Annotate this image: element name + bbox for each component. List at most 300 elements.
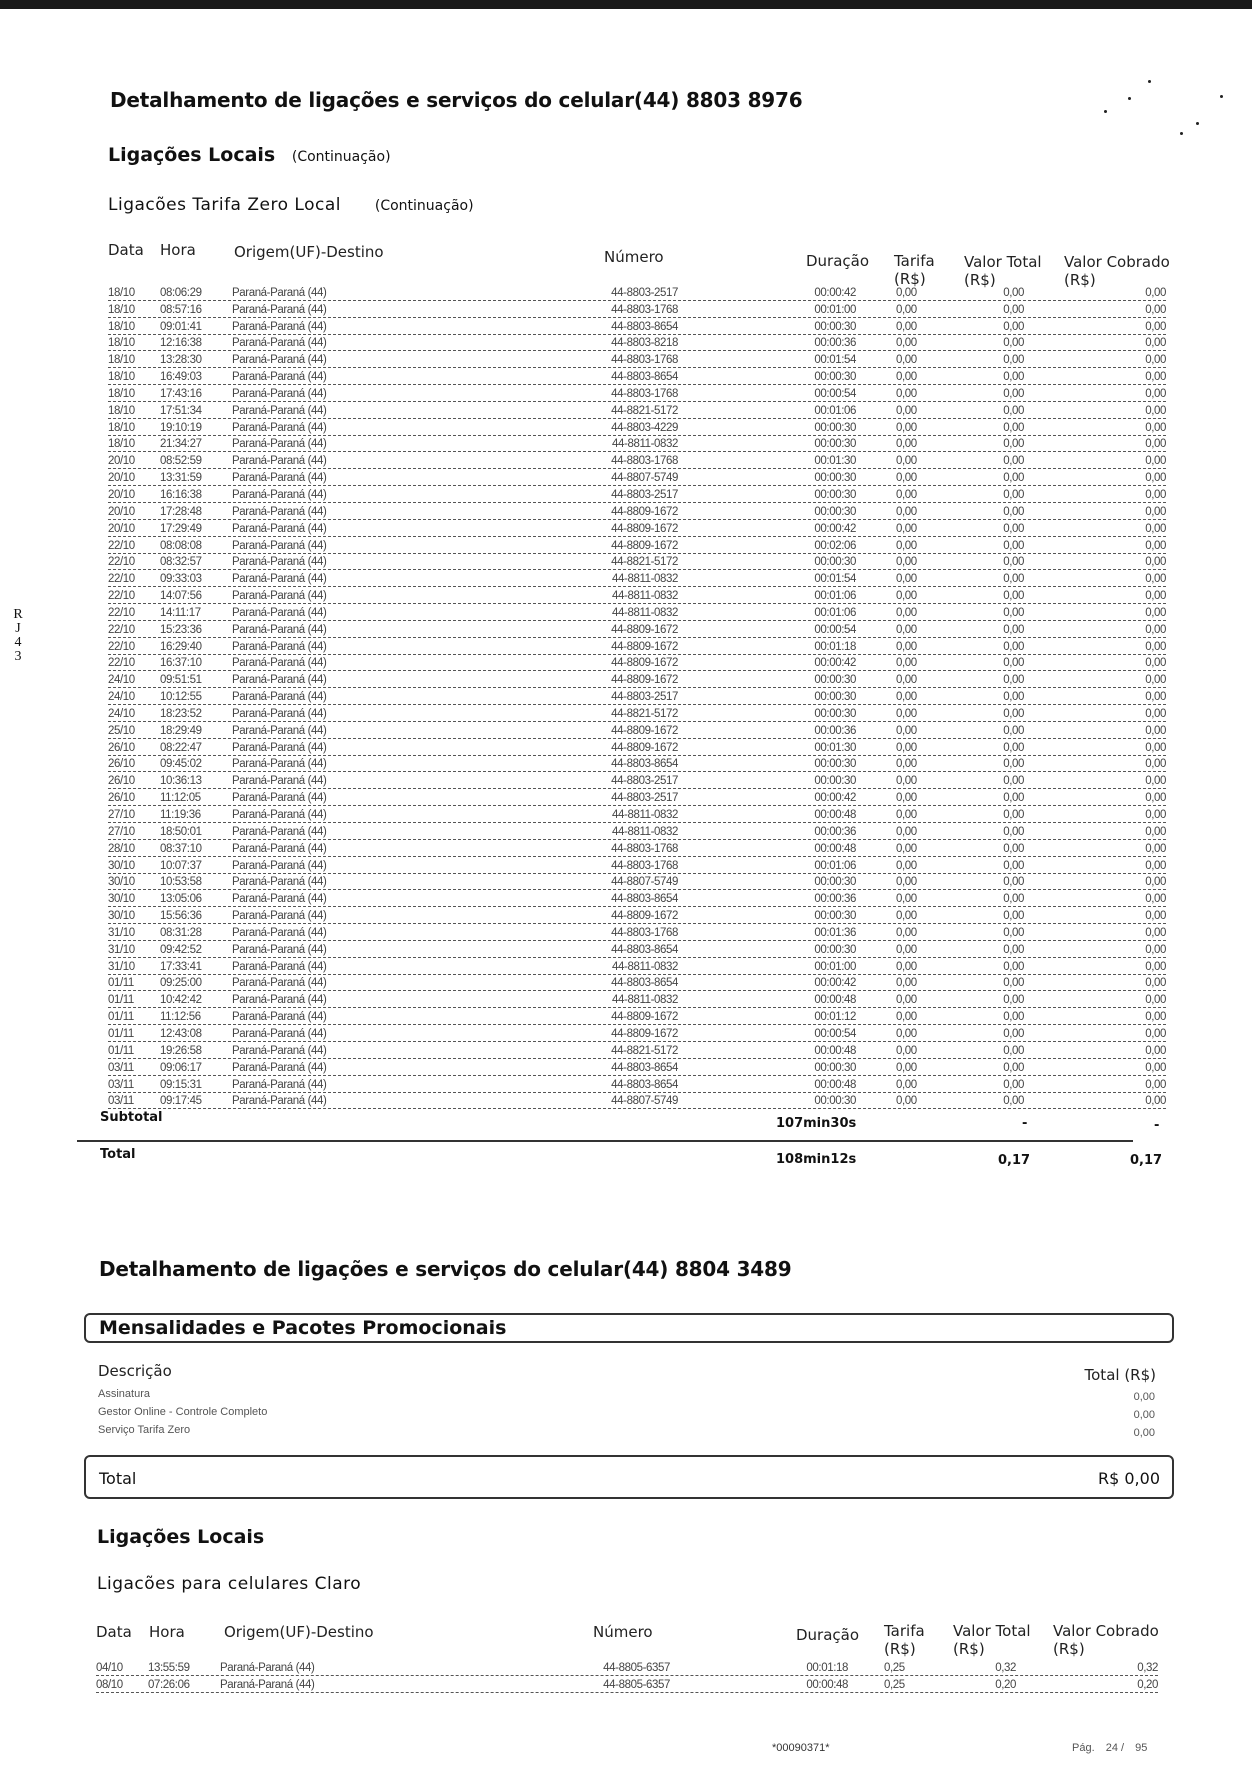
cell-tarifa: 0,00 [896, 438, 917, 451]
cell-number: 44-8803-1768 [611, 387, 678, 400]
cell-valor-total: 0,32 [995, 1661, 1016, 1674]
cell-origin: Paraná-Paraná (44) [232, 606, 327, 619]
cell-valor-cobrado: 0,00 [1145, 505, 1166, 518]
cell-duration: 00:01:06 [814, 859, 856, 872]
cell-time: 09:25:00 [160, 977, 202, 990]
cell-tarifa: 0,00 [896, 337, 917, 350]
section2-subtitle: Ligações Locais [97, 1526, 265, 1548]
cell-valor-cobrado: 0,00 [1145, 859, 1166, 872]
table-row [96, 1676, 1158, 1693]
cell-origin: Paraná-Paraná (44) [232, 657, 327, 670]
cell-number: 44-8803-8654 [611, 1061, 678, 1074]
cell-date: 20/10 [108, 505, 135, 518]
continuation-note: (Continuação) [374, 198, 474, 214]
cell-valor-total: 0,00 [1003, 421, 1024, 434]
cell-time: 09:45:02 [160, 758, 202, 771]
cell-duration: 00:00:48 [814, 994, 856, 1007]
total-valor-total: 0,17 [998, 1153, 1031, 1168]
cell-valor-total: 0,00 [1003, 606, 1024, 619]
cell-time: 09:15:31 [160, 1078, 202, 1091]
cell-number: 44-8803-1768 [611, 926, 678, 939]
cell-tarifa: 0,00 [896, 926, 917, 939]
cell-origin: Paraná-Paraná (44) [232, 286, 327, 299]
section1-subsection [108, 195, 474, 215]
cell-valor-cobrado: 0,00 [1145, 775, 1166, 788]
cell-time: 11:12:05 [160, 792, 201, 805]
table-row [108, 335, 1166, 352]
cell-tarifa: 0,00 [896, 354, 917, 367]
cell-valor-cobrado: 0,00 [1145, 387, 1166, 400]
cell-tarifa: 0,00 [896, 590, 917, 603]
cell-valor-total: 0,00 [1003, 505, 1024, 518]
cell-date: 03/11 [108, 1095, 134, 1108]
cell-tarifa: 0,00 [896, 657, 917, 670]
cell-number: 44-8809-1672 [611, 1027, 678, 1040]
cell-date: 26/10 [108, 792, 135, 805]
cell-tarifa: 0,00 [896, 505, 917, 518]
col-header-valor-total: Valor Total (R$) [964, 253, 1042, 289]
cell-duration: 00:00:30 [814, 320, 856, 333]
cell-origin: Paraná-Paraná (44) [232, 792, 327, 805]
cell-date: 18/10 [108, 320, 135, 333]
cell-origin: Paraná-Paraná (44) [232, 1078, 327, 1091]
cell-time: 16:16:38 [160, 488, 202, 501]
cell-duration: 00:01:06 [814, 590, 856, 603]
cell-time: 10:36:13 [160, 775, 202, 788]
cell-origin: Paraná-Paraná (44) [232, 539, 327, 552]
cell-valor-total: 0,00 [1003, 943, 1024, 956]
cell-valor-total: 0,00 [1003, 842, 1024, 855]
cell-tarifa: 0,00 [896, 994, 917, 1007]
cell-time: 09:17:45 [160, 1095, 202, 1108]
cell-time: 09:42:52 [160, 943, 202, 956]
table-row [108, 537, 1166, 554]
cell-time: 08:06:29 [160, 286, 202, 299]
cell-tarifa: 0,00 [896, 522, 917, 535]
cell-duration: 00:00:54 [814, 623, 856, 636]
table-row [108, 1008, 1166, 1025]
cell-duration: 00:01:30 [814, 741, 856, 754]
table-row [108, 655, 1166, 672]
cell-valor-cobrado: 0,00 [1145, 842, 1166, 855]
divider [77, 1140, 1133, 1142]
cell-date: 31/10 [108, 926, 135, 939]
cell-origin: Paraná-Paraná (44) [232, 859, 327, 872]
cell-time: 16:37:10 [160, 657, 202, 670]
cell-valor-cobrado: 0,00 [1145, 404, 1166, 417]
cell-date: 30/10 [108, 859, 135, 872]
cell-valor-cobrado: 0,00 [1145, 573, 1166, 586]
cell-date: 25/10 [108, 724, 135, 737]
cell-number: 44-8821-5172 [611, 404, 678, 417]
cell-valor-cobrado: 0,00 [1145, 724, 1166, 737]
cell-tarifa: 0,00 [896, 387, 917, 400]
cell-duration: 00:00:30 [814, 505, 856, 518]
cell-duration: 00:01:06 [814, 606, 856, 619]
cell-valor-total: 0,00 [1003, 707, 1024, 720]
cell-valor-cobrado: 0,00 [1145, 926, 1166, 939]
cell-duration: 00:01:30 [814, 455, 856, 468]
cell-origin: Paraná-Paraná (44) [232, 977, 327, 990]
table-row [108, 789, 1166, 806]
cell-time: 07:26:06 [148, 1678, 190, 1691]
cell-tarifa: 0,00 [896, 421, 917, 434]
cell-origin: Paraná-Paraná (44) [232, 404, 327, 417]
section2-subsection: Ligacões para celulares Claro [97, 1574, 362, 1594]
cell-time: 11:19:36 [160, 809, 201, 821]
cell-origin: Paraná-Paraná (44) [232, 842, 327, 855]
cell-time: 08:57:16 [160, 303, 202, 316]
cell-tarifa: 0,00 [896, 674, 917, 687]
col-header-valor-cobrado: Valor Cobrado (R$) [1064, 253, 1170, 289]
desc-header: Descrição [98, 1362, 172, 1380]
col-header-duracao: Duração [806, 252, 870, 270]
cell-time: 08:32:57 [160, 556, 202, 569]
cell-date: 24/10 [108, 707, 135, 720]
cell-origin: Paraná-Paraná (44) [232, 893, 327, 906]
cell-date: 26/10 [108, 775, 135, 788]
cell-valor-cobrado: 0,00 [1145, 960, 1166, 973]
cell-valor-cobrado: 0,00 [1145, 286, 1166, 299]
item-label: Serviço Tarifa Zero [98, 1424, 191, 1436]
cell-number: 44-8803-1768 [611, 842, 678, 855]
cell-valor-total: 0,00 [1003, 1044, 1024, 1057]
table-row [108, 688, 1166, 705]
cell-number: 44-8811-0832 [612, 994, 678, 1007]
cell-duration: 00:01:36 [814, 926, 856, 939]
cell-date: 26/10 [108, 741, 135, 754]
cell-date: 22/10 [108, 640, 135, 653]
cell-tarifa: 0,00 [896, 556, 917, 569]
cell-number: 44-8803-1768 [611, 455, 678, 468]
cell-date: 08/10 [96, 1678, 123, 1691]
table-row [108, 621, 1166, 638]
cell-valor-total: 0,00 [1003, 910, 1024, 923]
cell-number: 44-8811-0832 [612, 825, 678, 838]
total-duration: 108min12s [776, 1152, 857, 1167]
cell-origin: Paraná-Paraná (44) [232, 573, 327, 586]
margin-char: R [13, 607, 23, 622]
cell-tarifa: 0,00 [896, 1095, 917, 1108]
cell-tarifa: 0,00 [896, 775, 917, 788]
cell-tarifa: 0,00 [896, 573, 917, 586]
cell-valor-cobrado: 0,00 [1145, 758, 1166, 771]
cell-number: 44-8811-0832 [612, 606, 678, 619]
cell-date: 01/11 [108, 1011, 134, 1024]
cell-valor-cobrado: 0,00 [1145, 657, 1166, 670]
cell-valor-cobrado: 0,00 [1145, 320, 1166, 333]
table-row [108, 671, 1166, 688]
cell-valor-total: 0,00 [1003, 371, 1024, 384]
cell-time: 12:16:38 [160, 337, 202, 350]
cell-duration: 00:00:30 [814, 1095, 856, 1108]
cell-time: 18:23:52 [160, 707, 202, 720]
cell-origin: Paraná-Paraná (44) [232, 724, 327, 737]
cell-origin: Paraná-Paraná (44) [232, 1011, 327, 1024]
table-row [108, 1042, 1166, 1059]
total-label: Total [100, 1147, 136, 1162]
cell-valor-total: 0,00 [1003, 522, 1024, 535]
cell-tarifa: 0,00 [896, 1027, 917, 1040]
cell-valor-cobrado: 0,00 [1145, 876, 1166, 889]
subtotal-valor-total: - [1022, 1116, 1028, 1131]
cell-origin: Paraná-Paraná (44) [232, 674, 327, 687]
cell-number: 44-8803-8654 [611, 1078, 678, 1091]
cell-origin: Paraná-Paraná (44) [232, 707, 327, 720]
cell-origin: Paraná-Paraná (44) [232, 825, 327, 838]
cell-origin: Paraná-Paraná (44) [232, 640, 327, 653]
table-row [108, 587, 1166, 604]
cell-valor-cobrado: 0,00 [1145, 472, 1166, 485]
cell-valor-total: 0,00 [1003, 977, 1024, 990]
cell-time: 10:42:42 [160, 994, 202, 1007]
table-row [108, 924, 1166, 941]
table-row [108, 941, 1166, 958]
cell-valor-cobrado: 0,00 [1145, 977, 1166, 990]
cell-valor-total: 0,00 [1003, 876, 1024, 889]
cell-duration: 00:00:54 [814, 1027, 856, 1040]
cell-date: 18/10 [108, 303, 135, 316]
cell-valor-cobrado: 0,00 [1145, 1027, 1166, 1040]
cell-valor-cobrado: 0,00 [1145, 1061, 1166, 1074]
cell-time: 10:07:37 [160, 859, 202, 872]
cell-tarifa: 0,25 [884, 1678, 905, 1691]
cell-duration: 00:02:06 [814, 539, 856, 552]
cell-number: 44-8805-6357 [603, 1661, 670, 1674]
cell-time: 09:06:17 [160, 1061, 202, 1074]
table-row [108, 705, 1166, 722]
table-row [108, 570, 1166, 587]
cell-time: 08:22:47 [160, 741, 202, 754]
cell-duration: 00:00:36 [814, 724, 856, 737]
cell-origin: Paraná-Paraná (44) [232, 994, 327, 1007]
cell-time: 16:49:03 [160, 371, 202, 384]
cell-date: 22/10 [108, 539, 135, 552]
cell-tarifa: 0,00 [896, 1061, 917, 1074]
cell-number: 44-8803-1768 [611, 303, 678, 316]
cell-valor-cobrado: 0,32 [1137, 1661, 1158, 1674]
cell-number: 44-8811-0832 [612, 438, 678, 451]
cell-date: 28/10 [108, 842, 135, 855]
cell-date: 01/11 [108, 1027, 134, 1040]
table-row [108, 772, 1166, 789]
cell-valor-cobrado: 0,00 [1145, 1011, 1166, 1024]
cell-date: 01/11 [108, 977, 134, 990]
cell-time: 19:26:58 [160, 1044, 202, 1057]
cell-valor-total: 0,00 [1003, 1078, 1024, 1091]
mensalidades-total-value: R$ 0,00 [1097, 1469, 1160, 1488]
scan-border [0, 0, 1252, 9]
cell-time: 17:51:34 [160, 404, 202, 417]
table-row [108, 318, 1166, 335]
table-row [96, 1659, 1158, 1676]
cell-valor-total: 0,00 [1003, 590, 1024, 603]
cell-duration: 00:01:54 [814, 573, 856, 586]
cell-number: 44-8803-8654 [611, 758, 678, 771]
cell-valor-cobrado: 0,00 [1145, 943, 1166, 956]
cell-tarifa: 0,00 [896, 893, 917, 906]
cell-duration: 00:01:00 [814, 960, 856, 973]
cell-duration: 00:00:36 [814, 893, 856, 906]
col-header-valor-total: Valor Total (R$) [953, 1622, 1031, 1658]
cell-number: 44-8803-2517 [611, 775, 678, 788]
cell-valor-cobrado: 0,20 [1137, 1678, 1158, 1691]
cell-valor-total: 0,00 [1003, 472, 1024, 485]
cell-valor-total: 0,00 [1003, 320, 1024, 333]
cell-tarifa: 0,00 [896, 455, 917, 468]
cell-tarifa: 0,00 [896, 371, 917, 384]
cell-date: 18/10 [108, 354, 135, 367]
cell-tarifa: 0,00 [896, 809, 917, 821]
cell-date: 18/10 [108, 371, 135, 384]
cell-date: 30/10 [108, 876, 135, 889]
cell-time: 08:37:10 [160, 842, 202, 855]
cell-duration: 00:00:30 [814, 707, 856, 720]
cell-valor-total: 0,00 [1003, 556, 1024, 569]
cell-date: 22/10 [108, 606, 135, 619]
cell-tarifa: 0,00 [896, 792, 917, 805]
cell-valor-total: 0,00 [1003, 994, 1024, 1007]
cell-tarifa: 0,00 [896, 539, 917, 552]
cell-duration: 00:00:48 [814, 1078, 856, 1091]
cell-valor-cobrado: 0,00 [1145, 707, 1166, 720]
cell-number: 44-8809-1672 [611, 522, 678, 535]
table-row [108, 520, 1166, 537]
cell-number: 44-8809-1672 [611, 1011, 678, 1024]
cell-duration: 00:00:30 [814, 943, 856, 956]
cell-origin: Paraná-Paraná (44) [232, 623, 327, 636]
cell-number: 44-8803-2517 [611, 691, 678, 704]
cell-tarifa: 0,00 [896, 842, 917, 855]
cell-valor-total: 0,00 [1003, 792, 1024, 805]
cell-valor-total: 0,00 [1003, 488, 1024, 501]
cell-duration: 00:00:36 [814, 337, 856, 350]
cell-number: 44-8809-1672 [611, 623, 678, 636]
cell-date: 18/10 [108, 286, 135, 299]
scan-dot [1196, 122, 1199, 125]
col-header-hora: Hora [149, 1623, 185, 1641]
cell-origin: Paraná-Paraná (44) [232, 741, 327, 754]
cell-tarifa: 0,00 [896, 623, 917, 636]
cell-duration: 00:00:30 [814, 674, 856, 687]
section2-title: Detalhamento de ligações e serviços do celular(44) 8804 3489 [99, 1257, 792, 1281]
cell-tarifa: 0,25 [884, 1661, 905, 1674]
item-value: 0,00 [1133, 1427, 1155, 1439]
cell-valor-cobrado: 0,00 [1145, 623, 1166, 636]
cell-number: 44-8803-8654 [611, 977, 678, 990]
col-header-data: Data [96, 1623, 132, 1641]
cell-tarifa: 0,00 [896, 488, 917, 501]
cell-date: 31/10 [108, 960, 135, 973]
cell-date: 24/10 [108, 691, 135, 704]
scan-dot [1148, 80, 1151, 83]
table-row [108, 486, 1166, 503]
cell-valor-total: 0,00 [1003, 893, 1024, 906]
cell-number: 44-8809-1672 [611, 539, 678, 552]
cell-origin: Paraná-Paraná (44) [232, 1061, 327, 1074]
cell-duration: 00:00:54 [814, 387, 856, 400]
cell-valor-total: 0,00 [1003, 623, 1024, 636]
cell-time: 18:29:49 [160, 724, 202, 737]
cell-date: 18/10 [108, 404, 135, 417]
total-valor-cobrado: 0,17 [1130, 1153, 1163, 1168]
cell-origin: Paraná-Paraná (44) [232, 556, 327, 569]
cell-origin: Paraná-Paraná (44) [232, 960, 327, 973]
cell-duration: 00:01:18 [814, 640, 856, 653]
cell-number: 44-8803-8218 [611, 337, 678, 350]
cell-date: 27/10 [108, 825, 135, 838]
cell-valor-cobrado: 0,00 [1145, 354, 1166, 367]
cell-time: 09:01:41 [160, 320, 202, 333]
cell-number: 44-8803-2517 [611, 286, 678, 299]
table-row [108, 604, 1166, 621]
section1-subtitle [108, 144, 391, 166]
cell-valor-cobrado: 0,00 [1145, 640, 1166, 653]
cell-origin: Paraná-Paraná (44) [232, 455, 327, 468]
cell-valor-total: 0,00 [1003, 640, 1024, 653]
cell-valor-cobrado: 0,00 [1145, 455, 1166, 468]
cell-time: 15:56:36 [160, 910, 202, 923]
col-header-duracao: Duração [796, 1626, 860, 1644]
cell-valor-cobrado: 0,00 [1145, 606, 1166, 619]
page-total: 95 [1135, 1742, 1148, 1754]
table-row [108, 469, 1166, 486]
cell-valor-total: 0,00 [1003, 455, 1024, 468]
cell-tarifa: 0,00 [896, 1078, 917, 1091]
cell-valor-total: 0,00 [1003, 674, 1024, 687]
cell-valor-cobrado: 0,00 [1145, 438, 1166, 451]
cell-valor-cobrado: 0,00 [1145, 792, 1166, 805]
cell-time: 21:34:27 [160, 438, 202, 451]
cell-tarifa: 0,00 [896, 640, 917, 653]
cell-duration: 00:00:42 [814, 977, 856, 990]
cell-valor-cobrado: 0,00 [1145, 741, 1166, 754]
cell-number: 44-8811-0832 [612, 573, 678, 586]
table-row [108, 1025, 1166, 1042]
cell-date: 18/10 [108, 438, 135, 451]
table-row [108, 857, 1166, 874]
cell-origin: Paraná-Paraná (44) [232, 320, 327, 333]
table-row [108, 638, 1166, 655]
cell-origin: Paraná-Paraná (44) [232, 910, 327, 923]
cell-time: 09:33:03 [160, 573, 202, 586]
cell-time: 14:07:56 [160, 590, 202, 603]
cell-duration: 00:00:36 [814, 825, 856, 838]
cell-number: 44-8809-1672 [611, 640, 678, 653]
cell-valor-cobrado: 0,00 [1145, 994, 1166, 1007]
cell-valor-total: 0,00 [1003, 1011, 1024, 1024]
cell-number: 44-8803-8654 [611, 371, 678, 384]
cell-number: 44-8811-0832 [612, 590, 678, 603]
cell-duration: 00:00:48 [814, 1044, 856, 1057]
cell-number: 44-8809-1672 [611, 741, 678, 754]
cell-tarifa: 0,00 [896, 825, 917, 838]
page-number [1072, 1742, 1147, 1754]
cell-valor-total: 0,00 [1003, 741, 1024, 754]
table-row [108, 991, 1166, 1008]
margin-char: 3 [14, 649, 22, 664]
document-code: *00090371* [772, 1742, 830, 1754]
cell-time: 13:55:59 [148, 1661, 190, 1674]
cell-number: 44-8803-8654 [611, 320, 678, 333]
table-row [108, 301, 1166, 318]
cell-time: 17:28:48 [160, 505, 202, 518]
cell-time: 08:31:28 [160, 926, 202, 939]
calls-table-body [108, 284, 1166, 1109]
table-row [108, 958, 1166, 975]
cell-duration: 00:00:30 [814, 556, 856, 569]
margin-char: 4 [14, 635, 22, 650]
